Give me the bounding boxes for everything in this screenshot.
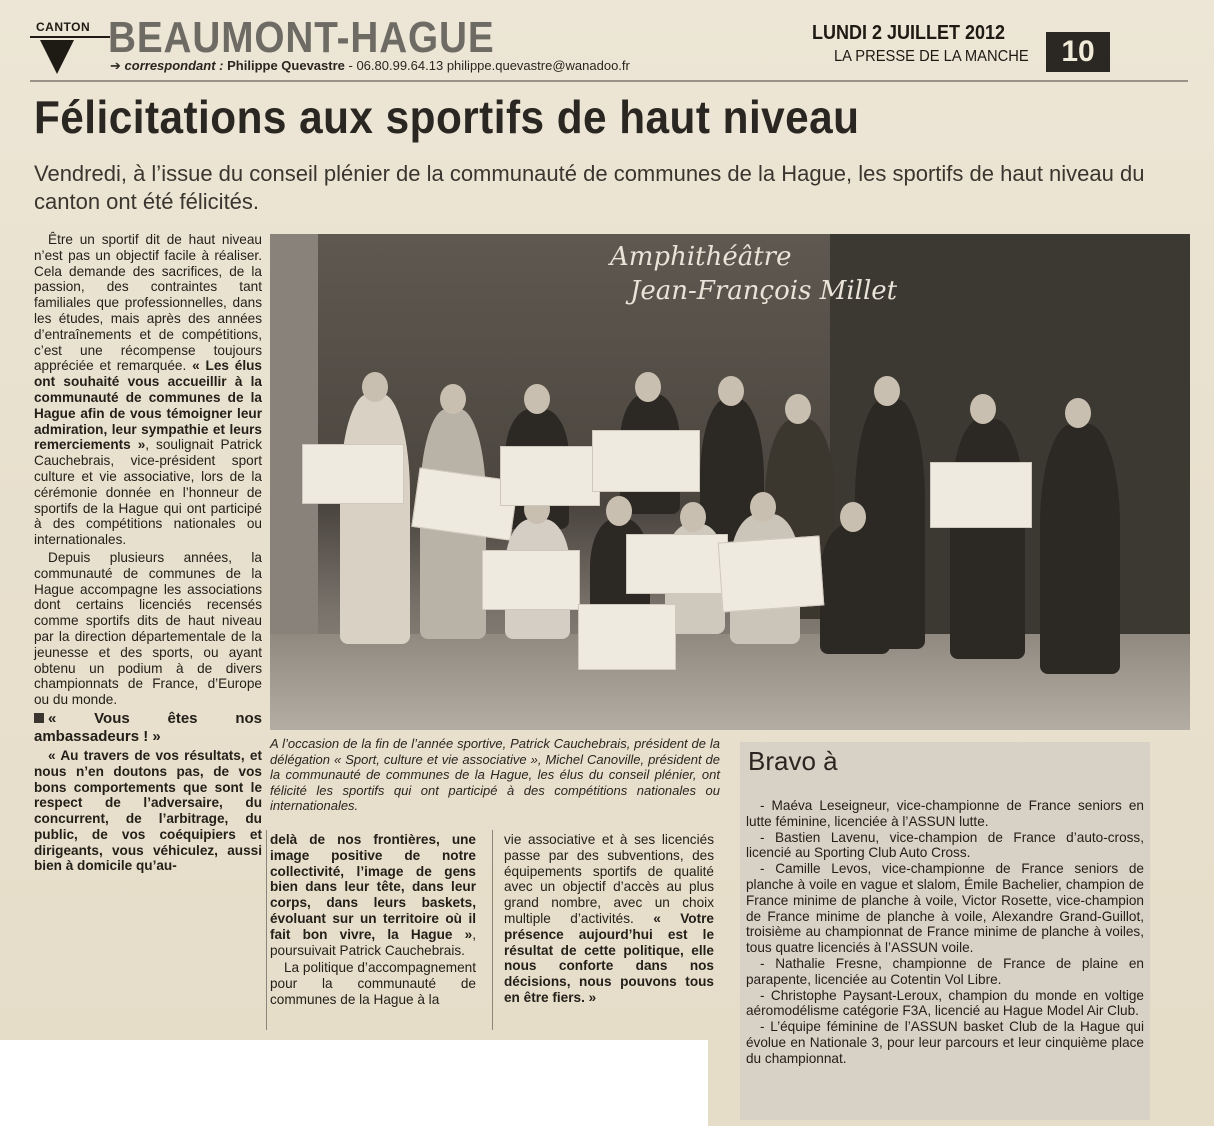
- person: [1040, 424, 1120, 674]
- photo-caption: A l’occasion de la fin de l’année sportive, Patrick Cauchebrais, président de la délégation « Sport, culture et vie associative », Michel Canoville, président de la communauté de communes de la Hague, les élus du conseil plénier, ont félicité les sportifs qui ont participé à des compétitions nationales ou internationales.: [270, 736, 720, 813]
- correspondent-name: Philippe Quevastre: [227, 58, 345, 73]
- person-head: [680, 502, 706, 532]
- list-item: - L’équipe féminine de l’ASSUN basket Club de la Hague qui évolue en Nationale 3, pour leur parcours et leur cinquième place du championnat.: [746, 1019, 1144, 1066]
- paragraph: [270, 832, 476, 958]
- certificate-board: [626, 534, 728, 594]
- triangle-marker-icon: [40, 40, 74, 74]
- certificate-board: [592, 430, 700, 492]
- person-head: [718, 376, 744, 406]
- correspondent-contact: - 06.80.99.64.13 philippe.quevastre@wanadoo.fr: [348, 58, 630, 73]
- paragraph: [34, 232, 262, 548]
- quote-text: « Les élus ont souhaité vous accueillir à la communauté de communes de la Hague afin de vous témoigner leur admiration, leur sympathie et leurs remerciements »: [34, 358, 262, 453]
- person-head: [874, 376, 900, 406]
- person-head: [750, 492, 776, 522]
- list-item: - Christophe Paysant-Leroux, champion du monde en voltige aéromodélisme catégorie F3A, licencié au Hague Model Air Club.: [746, 987, 1144, 1019]
- arrow-icon: ➔: [110, 58, 121, 73]
- publication-date: LUNDI 2 JUILLET 2012: [812, 22, 1006, 44]
- person-head: [785, 394, 811, 424]
- person: [820, 524, 890, 654]
- lead-paragraph: Vendredi, à l’issue du conseil plénier de la communauté de communes de la Hague, les sportifs de haut niveau du canton ont été félicités.: [34, 161, 1145, 214]
- article-column-2: [270, 832, 476, 1010]
- amphitheatre-sign-line2: Jean-François Millet: [630, 276, 898, 306]
- certificate-board: [500, 446, 600, 506]
- article-column-1: [34, 232, 262, 876]
- certificate-board: [482, 550, 580, 610]
- square-bullet-icon: [34, 713, 44, 723]
- certificate-board: [930, 462, 1032, 528]
- column-divider: [492, 830, 493, 1030]
- paragraph: [504, 832, 714, 1006]
- paragraph: La politique d’accompagnement pour la communauté de communes de la Hague à la: [270, 960, 476, 1007]
- person-head: [362, 372, 388, 402]
- article-column-3: [504, 832, 714, 1008]
- commune-title: BEAUMONT-HAGUE: [108, 13, 495, 62]
- newspaper-name: LA PRESSE DE LA MANCHE: [834, 48, 1029, 65]
- list-item: - Maéva Leseigneur, vice-championne de France seniors en lutte féminine, licenciée à l’ASSUN lutte.: [746, 798, 1144, 829]
- bravo-title: Bravo à: [748, 746, 838, 776]
- person: [950, 419, 1025, 659]
- intertitle: [34, 710, 262, 746]
- section-divider: [30, 36, 110, 38]
- certificate-board: [718, 536, 825, 613]
- correspondent-line: [110, 58, 630, 74]
- person-head: [524, 384, 550, 414]
- bravo-list: [746, 798, 1144, 1067]
- paragraph-text: , poursuivait Patrick Cauchebrais.: [270, 926, 476, 958]
- person-head: [840, 502, 866, 532]
- list-item: - Nathalie Fresne, championne de France de plaine en parapente, licenciée au Cotentin Vol Libre.: [746, 955, 1144, 987]
- paragraph: Depuis plusieurs années, la communauté de communes de la Hague accompagne les associations dont certains licenciés recensés comme sportifs dits de haut niveau par la direction départementale de la jeunesse et des sports, ou ayant obtenu un podium à de divers championnats de France, d’Europe ou du monde.: [34, 549, 262, 708]
- person-head: [1065, 398, 1091, 428]
- quote-text: « Votre présence aujourd’hui est le résultat de cette politique, elle nous conforte dans nos décisions, nous pouvons tous en être fiers. »: [504, 910, 714, 1005]
- person-head: [440, 384, 466, 414]
- list-item: - Camille Levos, vice-championne de France seniors de planche à voile en vague et slalom, Émile Bachelier, champion de France minime de planche à voile, Victor Rosette, vice-champion de France minime de planche à voile, Alexandre Grand-Guillot, troisième au championnat de France minime de planche à voiles, tous quatre licenciés à l’ASSUN voile.: [746, 861, 1144, 956]
- page-number: 10: [1046, 32, 1110, 72]
- paragraph-text: , soulignait Patrick Cauchebrais, vice-président sport culture et vie associative, lors de la cérémonie donnée en l’honneur de sportifs de la Hague qui ont participé à des compétitions nationales ou internationales.: [34, 437, 263, 548]
- certificate-board: [302, 444, 404, 504]
- person-head: [635, 372, 661, 402]
- group-photo: [270, 234, 1190, 730]
- header-rule: [30, 80, 1188, 82]
- correspondent-label: correspondant :: [124, 58, 224, 73]
- paragraph-text: vie associative et à ses licenciés passe par des subventions, des équipements sportifs de qualité avec un objectif d’accès au plus grand nombre, avec un choix multiple d’activités.: [504, 832, 714, 926]
- list-item: - Bastien Lavenu, vice-champion de France d’auto-cross, licencié au Sporting Club Auto Cross.: [746, 829, 1144, 861]
- headline: Félicitations aux sportifs de haut niveau: [34, 91, 860, 143]
- person: [340, 394, 410, 644]
- person-head: [970, 394, 996, 424]
- intertitle-text: « Vous êtes nos ambassadeurs ! »: [34, 709, 262, 745]
- quote-text: delà de nos frontières, une image positive de notre collectivité, l’image de gens bien dans leur tête, dans leur corps, dans leurs baskets, évoluant sur un territoire où il fait bon vivre, la Hague »: [270, 832, 476, 942]
- person-head: [606, 496, 632, 526]
- column-divider: [266, 830, 267, 1030]
- paragraph: « Au travers de vos résultats, et nous n’en doutons pas, de vos bons comportements que sont le respect de l’adversaire, du concurrent, de l’arbitrage, du public, de vos coéquipiers et dirigeants, vous véhiculez, aussi bien à domicile qu’au-: [34, 747, 262, 874]
- certificate-board: [578, 604, 676, 670]
- amphitheatre-sign-line1: Amphithéâtre: [610, 242, 792, 272]
- section-label: CANTON: [36, 20, 91, 34]
- paragraph-text: Être un sportif dit de haut niveau n’est pas un objectif facile à réaliser. Cela demande des sacrifices, de la passion, des contraintes tant familiales que professionnelles, dans les études, mais après des années d’entraînements et de compétitions, c’est une récompense toujours appréciée et remarquée.: [34, 232, 262, 374]
